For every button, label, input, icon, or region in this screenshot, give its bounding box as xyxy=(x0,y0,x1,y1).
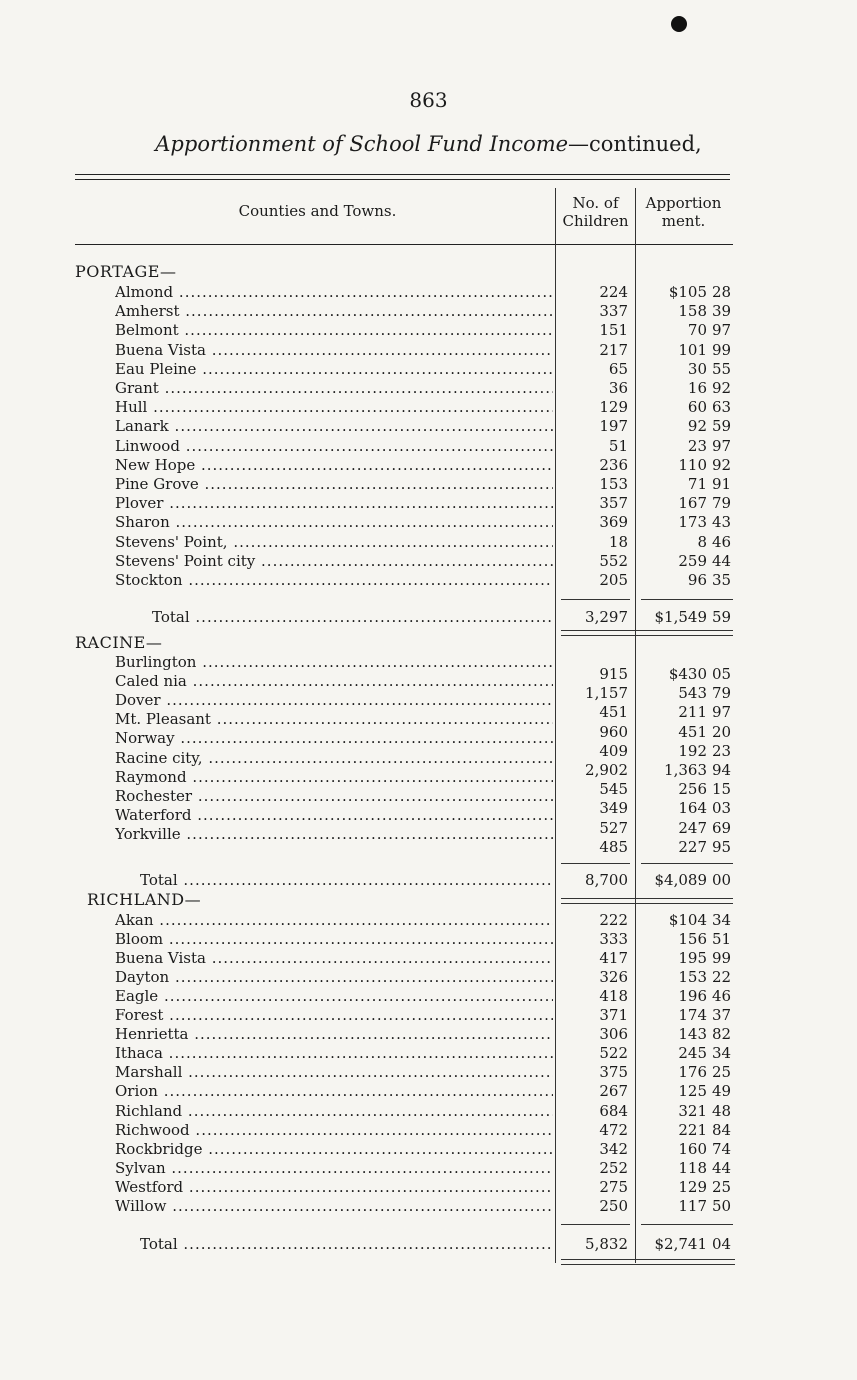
racine-value-row xyxy=(0,799,857,818)
cell-name: Bloom ..... xyxy=(115,930,553,949)
cell-children: 349 xyxy=(599,799,628,817)
cell-cents: 46 xyxy=(712,533,732,551)
cell-dollars: 256 xyxy=(678,780,707,798)
cell-children: 65 xyxy=(608,360,628,378)
cell-children: 371 xyxy=(599,1006,628,1024)
cell-name: Waterford ..... xyxy=(115,806,553,825)
cell-cents: 37 xyxy=(712,1006,732,1024)
cell-name: Racine city, ..... xyxy=(115,749,553,768)
cell-children: 357 xyxy=(599,494,628,512)
header-children-line2: Children xyxy=(562,212,629,230)
cell-name: Dover ..... xyxy=(115,691,553,710)
cell-dollars: 211 xyxy=(678,703,707,721)
table-row xyxy=(0,321,857,340)
cell-cents: 34 xyxy=(712,1044,732,1062)
cell-dollars: 164 xyxy=(678,799,707,817)
header-top-rule xyxy=(75,174,730,175)
cell-children: 217 xyxy=(599,341,628,359)
table-row xyxy=(0,379,857,398)
cell-name: Pine Grove ..... xyxy=(115,475,553,494)
cell-name: Westford ..... xyxy=(115,1178,553,1197)
cell-name: Forest ..... xyxy=(115,1006,553,1025)
cell-cents: 97 xyxy=(712,437,732,455)
cell-cents: 25 xyxy=(712,1178,732,1196)
header-top-rule-2 xyxy=(75,179,730,180)
table-row xyxy=(0,398,857,417)
cell-name: Akan ..... xyxy=(115,911,553,930)
table-row xyxy=(0,987,857,1006)
table-row xyxy=(0,1178,857,1197)
cell-name: Eagle ..... xyxy=(115,987,553,1006)
table-row xyxy=(0,1082,857,1101)
cell-name: Raymond ..... xyxy=(115,768,553,787)
cell-dollars: 153 xyxy=(678,968,707,986)
racine-value-row xyxy=(0,819,857,838)
cell-cents: 97 xyxy=(712,321,732,339)
cell-children: 205 xyxy=(599,571,628,589)
cell-dollars: 92 xyxy=(687,417,707,435)
cell-name: Sylvan ..... xyxy=(115,1159,553,1178)
cell-cents: 48 xyxy=(712,1102,732,1120)
cell-cents: 84 xyxy=(712,1121,732,1139)
racine-value-row xyxy=(0,838,857,857)
cell-name: Rochester ..... xyxy=(115,787,553,806)
racine-value-row xyxy=(0,665,857,684)
total-children: 3,297 xyxy=(585,608,628,626)
cell-dollars: 23 xyxy=(687,437,707,455)
table-row xyxy=(0,1006,857,1025)
cell-children: 36 xyxy=(608,379,628,397)
cell-cents: 91 xyxy=(712,475,732,493)
racine-value-row xyxy=(0,723,857,742)
cell-name: Ithaca ..... xyxy=(115,1044,553,1063)
table-row xyxy=(0,341,857,360)
cell-cents: 92 xyxy=(712,379,732,397)
cell-cents: 44 xyxy=(712,1159,732,1177)
table-row xyxy=(0,949,857,968)
header-counties: Counties and Towns. xyxy=(238,202,397,220)
cell-dollars: 110 xyxy=(678,456,707,474)
cell-children: 333 xyxy=(599,930,628,948)
cell-cents: 44 xyxy=(712,552,732,570)
cell-dollars: 173 xyxy=(678,513,707,531)
richland-total-row xyxy=(0,1235,857,1254)
racine-subtotal-rule xyxy=(561,863,630,864)
table-row xyxy=(0,1044,857,1063)
cell-name: Lanark ..... xyxy=(115,417,553,436)
cell-children: 915 xyxy=(599,665,628,683)
cell-children: 451 xyxy=(599,703,628,721)
cell-name: Willow ..... xyxy=(115,1197,553,1216)
cell-children: 375 xyxy=(599,1063,628,1081)
total-children: 8,700 xyxy=(585,871,628,889)
table-row xyxy=(0,1140,857,1159)
cell-cents: 50 xyxy=(712,1197,732,1215)
cell-children: 222 xyxy=(599,911,628,929)
table-row xyxy=(0,302,857,321)
cell-cents: 79 xyxy=(712,494,732,512)
cell-cents: 43 xyxy=(712,513,732,531)
cell-name: Grant ..... xyxy=(115,379,553,398)
cell-dollars: 321 xyxy=(678,1102,707,1120)
total-children: 5,832 xyxy=(585,1235,628,1253)
cell-name: Rockbridge ..... xyxy=(115,1140,553,1159)
richland-total-double-rule xyxy=(561,1259,735,1265)
page-title xyxy=(0,132,857,156)
cell-cents: 92 xyxy=(712,456,732,474)
section-title-richland: RICHLAND— xyxy=(87,890,202,909)
table-row xyxy=(0,1025,857,1044)
cell-cents: 79 xyxy=(712,684,732,702)
cell-children: 18 xyxy=(608,533,628,551)
cell-children: 2,902 xyxy=(585,761,628,779)
cell-name: Richland ..... xyxy=(115,1102,553,1121)
racine-subtotal-rule-2 xyxy=(641,863,733,864)
cell-dollars: 158 xyxy=(678,302,707,320)
cell-name: Belmont ..... xyxy=(115,321,553,340)
cell-cents: 03 xyxy=(712,799,732,817)
cell-cents: 34 xyxy=(712,911,732,929)
cell-dollars: 160 xyxy=(678,1140,707,1158)
portage-total-double-rule xyxy=(561,630,733,636)
cell-dollars: $105 xyxy=(668,283,707,301)
cell-name: Mt. Pleasant ..... xyxy=(115,710,553,729)
cell-children: 236 xyxy=(599,456,628,474)
cell-children: 545 xyxy=(599,780,628,798)
cell-name: Hull ..... xyxy=(115,398,553,417)
cell-dollars: $430 xyxy=(668,665,707,683)
cell-name: Linwood ..... xyxy=(115,437,553,456)
cell-dollars: 71 xyxy=(687,475,707,493)
header-children xyxy=(556,194,635,230)
cell-name: Eau Pleine ..... xyxy=(115,360,553,379)
table-row xyxy=(0,533,857,552)
cell-dollars: 60 xyxy=(687,398,707,416)
portage-total-row xyxy=(0,608,857,627)
cell-dollars: $104 xyxy=(668,911,707,929)
cell-cents: 74 xyxy=(712,1140,732,1158)
cell-dollars: 118 xyxy=(678,1159,707,1177)
cell-cents: 55 xyxy=(712,360,732,378)
cell-children: 684 xyxy=(599,1102,628,1120)
racine-total-row xyxy=(0,871,857,890)
cell-dollars: 259 xyxy=(678,552,707,570)
cell-children: 151 xyxy=(599,321,628,339)
ink-blot xyxy=(671,16,687,32)
total-dollars: $4,089 xyxy=(654,871,707,889)
cell-cents: 23 xyxy=(712,742,732,760)
cell-name: Orion ..... xyxy=(115,1082,553,1101)
cell-children: 409 xyxy=(599,742,628,760)
total-label: Total ..... xyxy=(152,608,552,627)
cell-cents: 82 xyxy=(712,1025,732,1043)
cell-cents: 94 xyxy=(712,761,732,779)
cell-name: Buena Vista ..... xyxy=(115,949,553,968)
total-label: Total ..... xyxy=(140,871,553,890)
cell-name: Plover ..... xyxy=(115,494,553,513)
cell-name: Richwood ..... xyxy=(115,1121,553,1140)
cell-dollars: 227 xyxy=(678,838,707,856)
cell-dollars: 129 xyxy=(678,1178,707,1196)
cell-children: 552 xyxy=(599,552,628,570)
cell-cents: 97 xyxy=(712,703,732,721)
richland-subtotal-rule-2 xyxy=(641,1224,733,1225)
table-row xyxy=(0,1102,857,1121)
page-number: 863 xyxy=(409,88,448,112)
cell-children: 306 xyxy=(599,1025,628,1043)
cell-dollars: 167 xyxy=(678,494,707,512)
total-dollars: $2,741 xyxy=(654,1235,707,1253)
cell-cents: 95 xyxy=(712,838,732,856)
cell-name: Caled nia ..... xyxy=(115,672,553,691)
portage-subtotal-rule xyxy=(561,599,630,600)
cell-dollars: 125 xyxy=(678,1082,707,1100)
cell-dollars: 543 xyxy=(678,684,707,702)
cell-cents: 63 xyxy=(712,398,732,416)
cell-name: Burlington ..... xyxy=(115,653,553,672)
header-children-line1: No. of xyxy=(572,194,619,212)
table-row xyxy=(0,417,857,436)
cell-dollars: 96 xyxy=(687,571,707,589)
cell-cents: 35 xyxy=(712,571,732,589)
title-suffix: —continued, xyxy=(568,132,702,156)
cell-children: 418 xyxy=(599,987,628,1005)
cell-dollars: 176 xyxy=(678,1063,707,1081)
cell-children: 522 xyxy=(599,1044,628,1062)
cell-cents: 25 xyxy=(712,1063,732,1081)
racine-value-row xyxy=(0,761,857,780)
table-row xyxy=(0,911,857,930)
table-row xyxy=(0,1197,857,1216)
cell-name: Almond ..... xyxy=(115,283,553,302)
cell-children: 129 xyxy=(599,398,628,416)
cell-cents: 99 xyxy=(712,341,732,359)
table-row xyxy=(0,1121,857,1140)
cell-dollars: 451 xyxy=(678,723,707,741)
cell-children: 197 xyxy=(599,417,628,435)
cell-dollars: 156 xyxy=(678,930,707,948)
cell-cents: 99 xyxy=(712,949,732,967)
header-apportionment xyxy=(636,194,731,230)
racine-value-row xyxy=(0,703,857,722)
cell-children: 252 xyxy=(599,1159,628,1177)
cell-dollars: 247 xyxy=(678,819,707,837)
cell-children: 224 xyxy=(599,283,628,301)
cell-children: 342 xyxy=(599,1140,628,1158)
table-row xyxy=(0,1159,857,1178)
table-row xyxy=(0,456,857,475)
total-cents: 59 xyxy=(712,608,732,626)
cell-cents: 69 xyxy=(712,819,732,837)
table-row xyxy=(0,360,857,379)
table-row xyxy=(0,930,857,949)
cell-dollars: 143 xyxy=(678,1025,707,1043)
cell-children: 527 xyxy=(599,819,628,837)
racine-value-row xyxy=(0,780,857,799)
cell-children: 153 xyxy=(599,475,628,493)
cell-cents: 05 xyxy=(712,665,732,683)
cell-children: 267 xyxy=(599,1082,628,1100)
cell-children: 275 xyxy=(599,1178,628,1196)
table-row xyxy=(0,283,857,302)
cell-name: Stockton ..... xyxy=(115,571,553,590)
table-row xyxy=(0,571,857,590)
cell-name: Stevens' Point city ..... xyxy=(115,552,553,571)
cell-cents: 39 xyxy=(712,302,732,320)
cell-cents: 15 xyxy=(712,780,732,798)
total-label: Total ..... xyxy=(140,1235,553,1254)
header-apportionment-line2: ment. xyxy=(661,212,706,230)
cell-dollars: 195 xyxy=(678,949,707,967)
portage-subtotal-rule-2 xyxy=(641,599,733,600)
total-dollars: $1,549 xyxy=(654,608,707,626)
cell-children: 51 xyxy=(608,437,628,455)
cell-children: 960 xyxy=(599,723,628,741)
cell-name: New Hope ..... xyxy=(115,456,553,475)
cell-dollars: 1,363 xyxy=(664,761,707,779)
cell-dollars: 8 xyxy=(697,533,707,551)
table-row xyxy=(0,513,857,532)
cell-cents: 20 xyxy=(712,723,732,741)
cell-children: 472 xyxy=(599,1121,628,1139)
cell-dollars: 174 xyxy=(678,1006,707,1024)
cell-cents: 46 xyxy=(712,987,732,1005)
cell-children: 485 xyxy=(599,838,628,856)
cell-name: Stevens' Point, ..... xyxy=(115,533,553,552)
header-apportionment-line1: Apportion xyxy=(645,194,722,212)
cell-cents: 49 xyxy=(712,1082,732,1100)
cell-cents: 22 xyxy=(712,968,732,986)
cell-name: Sharon ..... xyxy=(115,513,553,532)
cell-children: 326 xyxy=(599,968,628,986)
cell-dollars: 245 xyxy=(678,1044,707,1062)
cell-children: 369 xyxy=(599,513,628,531)
racine-value-row xyxy=(0,684,857,703)
table-row xyxy=(0,1063,857,1082)
total-cents: 04 xyxy=(712,1235,732,1253)
racine-total-double-rule xyxy=(561,898,733,904)
cell-dollars: 221 xyxy=(678,1121,707,1139)
cell-cents: 51 xyxy=(712,930,732,948)
cell-children: 417 xyxy=(599,949,628,967)
cell-name: Amherst ..... xyxy=(115,302,553,321)
table-row xyxy=(0,475,857,494)
total-cents: 00 xyxy=(712,871,732,889)
cell-name: Dayton ..... xyxy=(115,968,553,987)
cell-dollars: 117 xyxy=(678,1197,707,1215)
cell-name: Marshall ..... xyxy=(115,1063,553,1082)
cell-name: Yorkville ..... xyxy=(115,825,553,844)
richland-subtotal-rule xyxy=(561,1224,630,1225)
table-row xyxy=(0,552,857,571)
cell-name: Norway ..... xyxy=(115,729,553,748)
cell-name: Henrietta ..... xyxy=(115,1025,553,1044)
title-italic: Apportionment of School Fund Income xyxy=(155,132,569,156)
cell-dollars: 16 xyxy=(687,379,707,397)
cell-children: 1,157 xyxy=(585,684,628,702)
cell-dollars: 30 xyxy=(687,360,707,378)
cell-cents: 28 xyxy=(712,283,732,301)
racine-value-row xyxy=(0,742,857,761)
cell-dollars: 70 xyxy=(687,321,707,339)
cell-cents: 59 xyxy=(712,417,732,435)
cell-dollars: 192 xyxy=(678,742,707,760)
cell-children: 337 xyxy=(599,302,628,320)
table-row xyxy=(0,494,857,513)
table-row xyxy=(0,437,857,456)
section-title-portage: PORTAGE— xyxy=(75,262,177,281)
cell-name: Buena Vista ..... xyxy=(115,341,553,360)
cell-dollars: 196 xyxy=(678,987,707,1005)
table-row xyxy=(0,968,857,987)
section-title-racine: RACINE— xyxy=(75,633,163,652)
cell-dollars: 101 xyxy=(678,341,707,359)
cell-children: 250 xyxy=(599,1197,628,1215)
